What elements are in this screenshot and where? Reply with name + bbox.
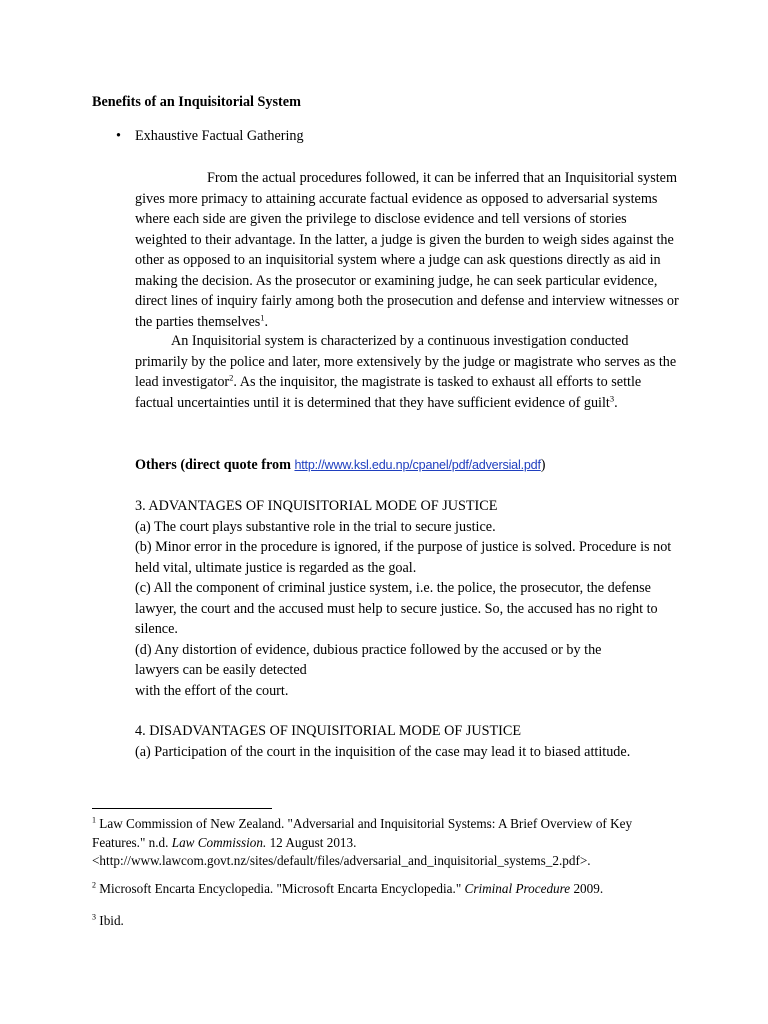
footnote-1: $^1$ Law Commission of New Zealand. "Adversarial and Inquisitorial Systems: A Brief Overview of Key Features." n.d. Law Commission. 12 August 2013. <http://www.lawcom.govt.nz/sites/default/files/adversarial_and_inquisitorial_systems_2.pdf>.	[92, 815, 633, 868]
advantages-section	[135, 496, 680, 701]
footnote-separator	[92, 808, 272, 809]
section-heading: Benefits of an Inquisitorial System	[92, 94, 301, 110]
paragraph-exhaustive-factual-gathering: From the actual procedures followed, it can be inferred that an Inquisitorial system gives more primacy to attaining accurate factual evidence as opposed to adversarial systems where each side are given the privilege to disclose evidence and tell versions of stories weighted to their advantage. In the latter, a judge is given the burden to weigh sides against the other as opposed to an inquisitorial system where a judge can ask questions directly as aid in making the decision. As the prosecutor or examining judge, he can seek particular evidence, direct lines of inquiry fairly among both the prosecution and defense and interview witnesses or the parties themselves$^1$.	[135, 170, 679, 330]
advantage-item-d-line1: (d) Any distortion of evidence, dubious practice followed by the accused or by the	[135, 641, 602, 658]
bullet-text: Exhaustive Factual Gathering	[135, 128, 304, 144]
advantage-item-a: (a) The court plays substantive role in the trial to secure justice.	[135, 518, 496, 535]
bullet-icon: •	[116, 128, 121, 144]
footnote-3: $^3$ Ibid.	[92, 912, 124, 928]
source-link[interactable]: http://www.ksl.edu.np/cpanel/pdf/adversial.pdf	[294, 458, 541, 472]
others-line: Others (direct quote from http://www.ksl.edu.np/cpanel/pdf/adversial.pdf)	[135, 457, 546, 473]
disadvantages-title: 4. DISADVANTAGES OF INQUISITORIAL MODE OF JUSTICE	[135, 723, 522, 739]
footnote-ref-2: 2	[229, 372, 234, 383]
footnote-2: $^2$ Microsoft Encarta Encyclopedia. "Microsoft Encarta Encyclopedia." Criminal Procedure 2009.	[92, 880, 604, 896]
footnote-ref-1: 1	[260, 311, 265, 322]
advantage-item-b: (b) Minor error in the procedure is ignored, if the purpose of justice is solved. Procedure is not held vital, ultimate justice is regarded as the goal.	[135, 539, 672, 576]
advantage-item-c: (c) All the component of criminal justice system, i.e. the police, the prosecutor, the defense lawyer, the court and the accused must help to secure justice. So, the accused has no right to silence.	[135, 580, 658, 637]
disadvantage-item-a: (a) Participation of the court in the inquisition of the case may lead it to biased attitude.	[135, 743, 631, 760]
advantages-title: 3. ADVANTAGES OF INQUISITORIAL MODE OF JUSTICE	[135, 498, 498, 514]
disadvantages-section	[135, 721, 680, 762]
advantage-item-d-line3: with the effort of the court.	[135, 682, 289, 699]
paragraph-continuous-investigation: An Inquisitorial system is characterized by a continuous investigation conducted primarily by the police and later, more extensively by the judge or magistrate who serves as the lead investigator$^2$. As the inquisitor, the magistrate is tasked to exhaust all efforts to settle factual uncertainties until it is determined that they have sufficient evidence of guilt$^3$.	[135, 333, 677, 411]
advantage-item-d-line2: lawyers can be easily detected	[135, 662, 307, 678]
footnote-ref-3: 3	[609, 392, 615, 403]
